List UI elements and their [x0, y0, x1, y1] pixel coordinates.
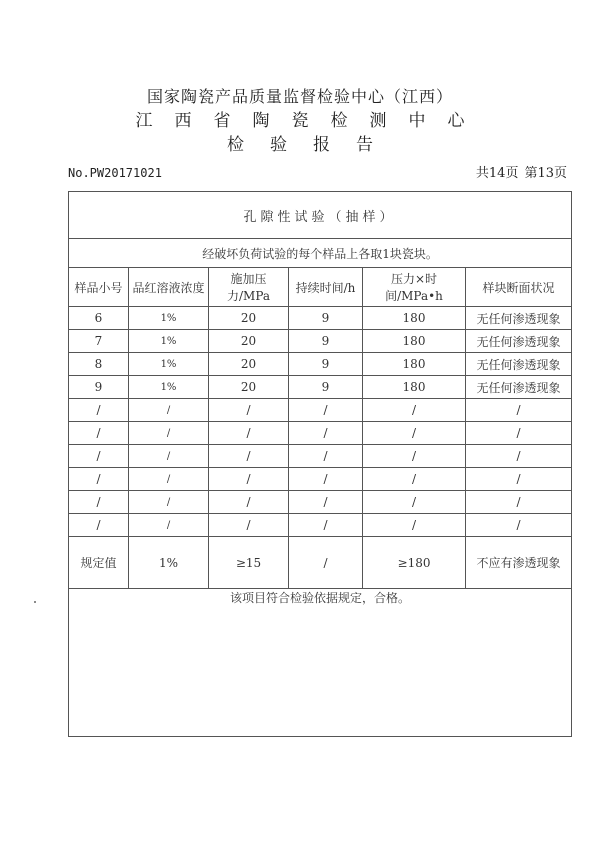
table-cell: /: [363, 399, 466, 422]
porosity-test-table: [68, 191, 572, 737]
table-cell: 180: [363, 307, 466, 330]
table-title: 孔隙性试验（抽样）: [69, 192, 572, 239]
table-cell: /: [129, 422, 209, 445]
table-cell: 无任何渗透现象: [466, 330, 572, 353]
table-cell: 9: [289, 330, 363, 353]
table-cell: /: [466, 514, 572, 537]
table-cell: 无任何渗透现象: [466, 307, 572, 330]
table-cell: /: [466, 399, 572, 422]
col-header-section-condition: 样块断面状况: [466, 268, 572, 307]
table-cell: /: [363, 468, 466, 491]
table-cell: /: [129, 399, 209, 422]
table-row: [69, 376, 572, 399]
table-cell: /: [69, 399, 129, 422]
table-cell: 7: [69, 330, 129, 353]
table-row: [69, 445, 572, 468]
table-cell: 20: [209, 307, 289, 330]
table-cell: /: [289, 491, 363, 514]
table-cell: /: [69, 491, 129, 514]
table-cell: /: [69, 468, 129, 491]
table-cell: /: [289, 514, 363, 537]
table-cell: 20: [209, 330, 289, 353]
table-note: 经破坏负荷试验的每个样品上各取1块瓷块。: [69, 239, 572, 268]
table-cell: 无任何渗透现象: [466, 376, 572, 399]
table-title-row: [69, 192, 572, 239]
col-header-pressure-time: 压力×时间/MPa•h: [363, 268, 466, 307]
conclusion-text: 该项目符合检验依据规定，合格。: [69, 589, 572, 737]
table-cell: 9: [289, 376, 363, 399]
table-cell: 1%: [129, 307, 209, 330]
table-cell: 9: [69, 376, 129, 399]
table-row: [69, 491, 572, 514]
table-cell: /: [209, 422, 289, 445]
table-cell: /: [129, 468, 209, 491]
table-row: [69, 353, 572, 376]
table-cell: /: [466, 491, 572, 514]
table-row: [69, 307, 572, 330]
table-cell: /: [209, 514, 289, 537]
table-cell: 180: [363, 353, 466, 376]
page-info: [470, 162, 567, 181]
conclusion-row: [69, 589, 572, 737]
table-note-row: [69, 239, 572, 268]
table-cell: /: [363, 491, 466, 514]
spec-concentration: 1%: [129, 537, 209, 589]
table-cell: /: [363, 445, 466, 468]
scan-speck: [34, 601, 36, 603]
table-row: [69, 514, 572, 537]
table-cell: /: [209, 399, 289, 422]
table-cell: 1%: [129, 376, 209, 399]
table-cell: /: [129, 445, 209, 468]
table-cell: /: [129, 491, 209, 514]
table-cell: 9: [289, 307, 363, 330]
table-cell: /: [363, 514, 466, 537]
report-number: No.PW20171021: [68, 166, 162, 180]
spec-duration: /: [289, 537, 363, 589]
table-cell: 无任何渗透现象: [466, 353, 572, 376]
table-row: [69, 330, 572, 353]
table-cell: /: [69, 445, 129, 468]
table-cell: /: [289, 399, 363, 422]
table-cell: /: [289, 422, 363, 445]
spec-pressure: ≥15: [209, 537, 289, 589]
table-cell: /: [129, 514, 209, 537]
col-header-duration: 持续时间/h: [289, 268, 363, 307]
table-row: [69, 399, 572, 422]
table-cell: /: [466, 468, 572, 491]
spec-section-condition: 不应有渗透现象: [466, 537, 572, 589]
table-cell: 1%: [129, 330, 209, 353]
page-current: 第13页: [524, 166, 567, 181]
table-cell: /: [363, 422, 466, 445]
table-cell: /: [69, 514, 129, 537]
header-org-name: 国家陶瓷产品质量监督检验中心（江西）: [146, 87, 453, 106]
table-header-row: [69, 268, 572, 307]
spec-row: [69, 537, 572, 589]
table-cell: 20: [209, 353, 289, 376]
table-cell: /: [466, 422, 572, 445]
table-cell: /: [209, 491, 289, 514]
header-provincial-center: 江西省陶瓷检测中心: [135, 111, 487, 131]
table-cell: 8: [69, 353, 129, 376]
table-cell: /: [209, 468, 289, 491]
table-cell: /: [289, 445, 363, 468]
table-cell: 180: [363, 376, 466, 399]
page-total: 共14页: [475, 166, 519, 181]
spec-pressure-time: ≥180: [363, 537, 466, 589]
col-header-dye-concentration: 品红溶液浓度: [129, 268, 209, 307]
table-cell: 180: [363, 330, 466, 353]
table-cell: 20: [209, 376, 289, 399]
col-header-sample-no: 样品小号: [69, 268, 129, 307]
table-cell: 9: [289, 353, 363, 376]
header-report-title: 检验报告: [227, 135, 399, 155]
table-cell: /: [466, 445, 572, 468]
table-cell: /: [69, 422, 129, 445]
table-cell: /: [209, 445, 289, 468]
table-cell: 1%: [129, 353, 209, 376]
table-row: [69, 422, 572, 445]
spec-label: 规定值: [69, 537, 129, 589]
table-cell: 6: [69, 307, 129, 330]
col-header-applied-pressure: 施加压力/MPa: [209, 268, 289, 307]
table-row: [69, 468, 572, 491]
table-cell: /: [289, 468, 363, 491]
